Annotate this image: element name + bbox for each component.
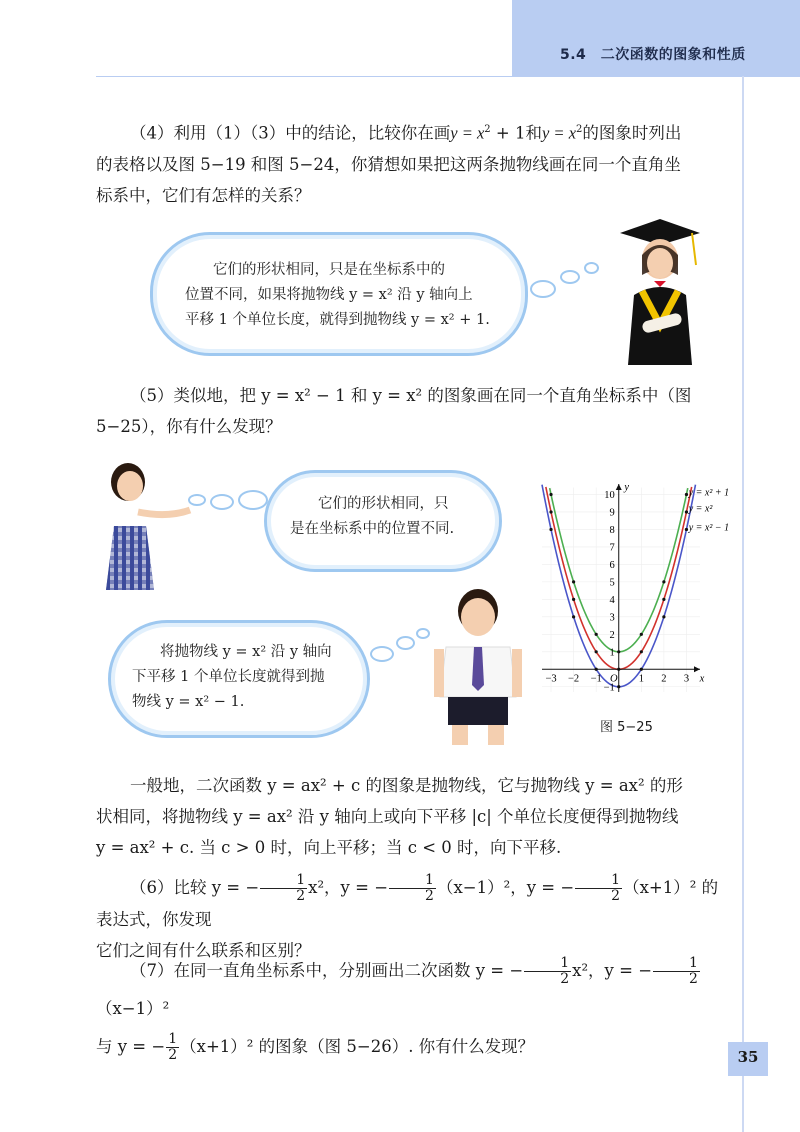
x-tick-label: −2 [568, 673, 580, 685]
y-tick-label: 6 [609, 559, 615, 571]
x-tick-label: 2 [661, 673, 667, 685]
y-tick-label: 7 [609, 542, 615, 554]
data-point [662, 580, 665, 583]
x-axis-arrow [694, 666, 700, 672]
parabola-chart [530, 470, 730, 710]
thought-bubble [530, 280, 556, 298]
data-point [595, 633, 598, 636]
fraction-half: $\frac{1}{2}$ [524, 956, 571, 987]
x-tick-label: −3 [545, 673, 557, 685]
question-4: （4）利用（1）（3）中的结论，比较你在画$y = x^2 + 1$和$y = x^2$的图象时列出 的表格以及图 5−19 和图 5−24，你猜想如果把这两条抛物线画在同一个直角坐 标系中，它们有怎样的关系？ [96, 114, 726, 211]
y-tick-label: 8 [609, 524, 615, 536]
girl-gesturing-illustration [98, 460, 198, 590]
data-point [549, 510, 552, 513]
side-rule [742, 76, 744, 1132]
data-point [572, 598, 575, 601]
data-point [640, 650, 643, 653]
x-tick-label: O [609, 673, 618, 685]
boy-illustration [428, 585, 528, 745]
fraction-half: $\frac{1}{2}$ [389, 873, 436, 904]
header-rule [96, 76, 800, 77]
y-tick-label: 2 [609, 629, 615, 641]
thought-bubble [188, 494, 206, 506]
data-point [640, 633, 643, 636]
y-tick-label: 1 [609, 647, 615, 659]
y-tick-label: 4 [609, 594, 615, 606]
series-label: y = x² [688, 503, 713, 515]
data-point [572, 615, 575, 618]
data-point [662, 598, 665, 601]
series-label: y = x² − 1 [688, 522, 730, 534]
q4-line2: 的表格以及图 5−19 和图 5−24，你猜想如果把这两条抛物线画在同一个直角坐 [96, 154, 681, 174]
x-tick-label: 1 [638, 673, 644, 685]
y-tick-label: 5 [609, 577, 615, 589]
fraction-half: $\frac{1}{2}$ [575, 873, 622, 904]
data-point [685, 528, 688, 531]
section-title: 5.4 二次函数的图象和性质 [560, 47, 746, 63]
cloud-2-text: 它们的形状相同，只 是在坐标系中的位置不同. [290, 496, 455, 537]
data-point [595, 650, 598, 653]
chart-labels [545, 482, 729, 693]
thought-bubble [370, 646, 394, 662]
y-tick-label: 9 [609, 507, 615, 519]
x-tick-label: 3 [683, 673, 690, 685]
fraction-half: $\frac{1}{2}$ [260, 873, 307, 904]
x-tick-label: −1 [590, 673, 602, 685]
y-axis-arrow [616, 484, 622, 490]
graduate-girl-illustration [612, 215, 708, 365]
fraction-half: $\frac{1}{2}$ [653, 956, 700, 987]
question-6: （6）比较 y = − $\frac{1}{2}$ x²，y = − $\frac{1}{2}$ （x−1）²，y = − $\frac{1}{2}$ （x+1）² 的表达式，你发现 它们之间有什么联系和区别？ [96, 872, 719, 960]
cloud-1-text: 它们的形状相同，只是在坐标系中的 位置不同，如果将抛物线 y = x² 沿 y 轴向上 平移 1 个单位长度，就得到抛物线 y = x² + 1. [185, 262, 490, 328]
thought-bubble [396, 636, 415, 650]
q4-line1: （4）利用（1）（3）中的结论，比较你在画 [130, 123, 451, 143]
thought-bubble [560, 270, 580, 284]
question-5: （5）类似地，把 y = x² − 1 和 y = x² 的图象画在同一个直角坐标系中（图 5−25），你有什么发现？ [96, 386, 692, 436]
thought-bubble [210, 494, 234, 510]
y-axis-label: y [624, 482, 630, 493]
data-point [549, 528, 552, 531]
header-bar [512, 0, 800, 76]
data-point [685, 493, 688, 496]
thought-bubble [584, 262, 599, 274]
thought-bubble [238, 490, 268, 510]
data-point [572, 580, 575, 583]
y-tick-label: −1 [603, 682, 615, 694]
x-axis-label: x [699, 673, 705, 685]
q4-line3: 标系中，它们有怎样的关系？ [96, 185, 311, 205]
data-point [549, 493, 552, 496]
data-point [662, 615, 665, 618]
cloud-3-text: 将抛物线 y = x² 沿 y 轴向 下平移 1 个单位长度就得到抛 物线 y = x² − 1. [132, 644, 332, 710]
figure-caption: 图 5−25 [600, 720, 653, 735]
page-number: 35 [737, 1048, 759, 1066]
fraction-half: $\frac{1}{2}$ [168, 1031, 178, 1063]
question-7: （7）在同一直角坐标系中，分别画出二次函数 y = − $\frac{1}{2}$ x²，y = − $\frac{1}{2}$ （x−1）² 与 y = − $\frac{1}{2}$ （x+1）² 的图象（图 5−26）. 你有什么发现？ [96, 955, 698, 1063]
summary-paragraph: 一般地，二次函数 y = ax² + c 的图象是抛物线，它与抛物线 y = ax² 的形 状相同，将抛物线 y = ax² 沿 y 轴向上或向下平移 |c| 个单位长度便得到抛物线 y = ax² + c. 当 c > 0 时，向上平移；当 c < 0 时，向下平移. [96, 776, 683, 857]
series-label: y = x² + 1 [688, 487, 730, 499]
data-point [685, 510, 688, 513]
y-tick-label: 3 [609, 612, 615, 624]
y-tick-label: 10 [604, 489, 615, 501]
